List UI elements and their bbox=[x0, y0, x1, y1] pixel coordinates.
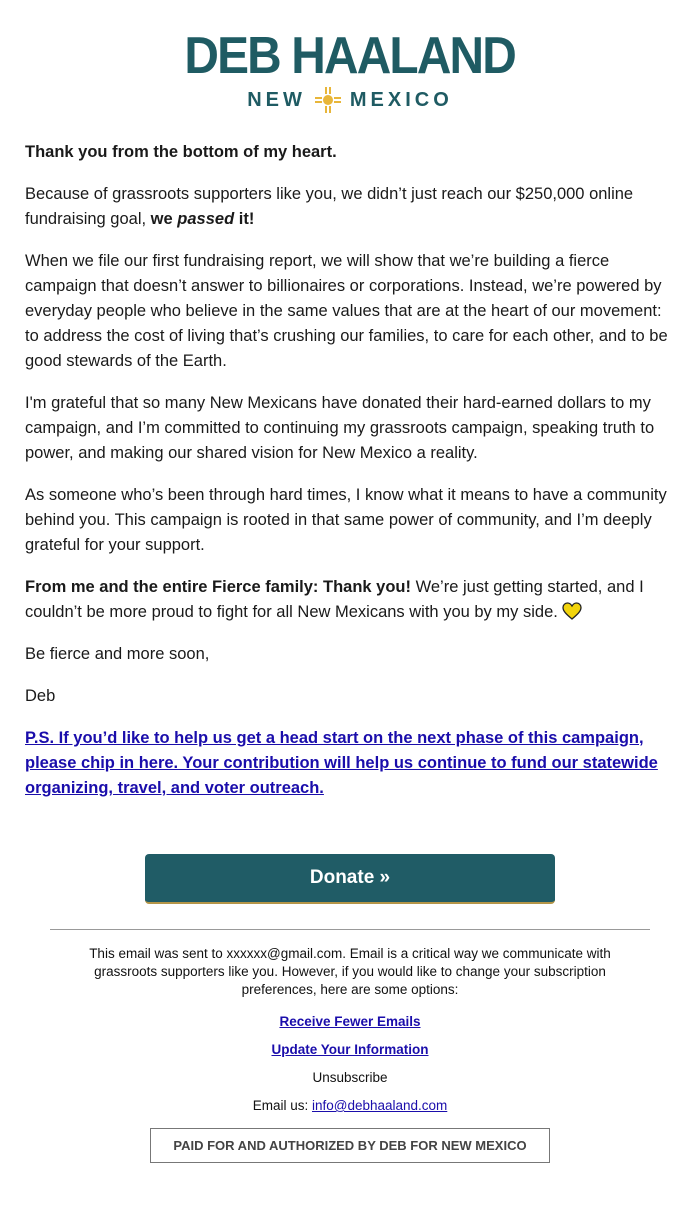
receive-fewer-emails-link[interactable]: Receive Fewer Emails bbox=[279, 1014, 421, 1029]
ps-donate-link[interactable]: P.S. If you’d like to help us get a head start on the next phase of this campaign, please chip in here. Your contribution will help us continue to fund our statewide organizing, travel, and voter outreach. bbox=[25, 729, 658, 797]
yellow-heart-icon bbox=[562, 602, 582, 620]
thanks-rest: We’re just getting started, and I couldn’t be more proud to fight for all New Mexicans with you by my side. bbox=[25, 578, 644, 621]
logo-subtitle-left: NEW bbox=[247, 88, 306, 111]
paragraph-goal bbox=[25, 182, 677, 232]
paid-for-disclaimer: PAID FOR AND AUTHORIZED BY DEB FOR NEW MEXICO bbox=[150, 1128, 550, 1163]
footer bbox=[70, 945, 630, 1115]
paragraph-report: When we file our first fundraising report, we will show that we’re building a fierce campaign that doesn’t answer to billionaires or corporations. Instead, we’re powered by everyday people who believe in the same values that are at the heart of our movement: to address the cost of living that’s crushing our families, to care for each other, and to be good stewards of the Earth. bbox=[25, 252, 668, 370]
donate-button-container bbox=[145, 854, 555, 904]
email-body bbox=[25, 140, 677, 818]
logo-subtitle bbox=[0, 86, 700, 114]
donate-button[interactable]: Donate » bbox=[145, 854, 555, 904]
logo-title: DEB HAALAND bbox=[184, 27, 516, 85]
greeting: Thank you from the bottom of my heart. bbox=[25, 143, 337, 161]
emphasis-we: we bbox=[150, 210, 178, 228]
logo-subtitle-right: MEXICO bbox=[349, 88, 453, 111]
zia-sun-icon bbox=[314, 86, 342, 114]
unsubscribe-link[interactable]: Unsubscribe bbox=[312, 1070, 388, 1085]
footer-divider bbox=[50, 929, 650, 930]
logo-header bbox=[0, 28, 700, 114]
email-us-line bbox=[70, 1097, 630, 1115]
update-information-link[interactable]: Update Your Information bbox=[271, 1042, 429, 1057]
paragraph-goal-emphasis bbox=[151, 210, 255, 228]
paragraph-thanks bbox=[25, 575, 677, 625]
footer-notice: This email was sent to xxxxxx@gmail.com. Email is a critical way we communicate with grassroots supporters like you. However, if you would like to change your subscription preferences, here are some options: bbox=[89, 946, 611, 997]
signature: Deb bbox=[25, 687, 56, 705]
email-link[interactable]: info@debhaaland.com bbox=[311, 1098, 448, 1113]
emphasis-passed: passed bbox=[177, 210, 235, 228]
paragraph-grateful: I'm grateful that so many New Mexicans have donated their hard-earned dollars to my campaign, and I’m committed to continuing my grassroots campaign, speaking truth to power, and making our shared vision for New Mexico a reality. bbox=[25, 394, 655, 462]
signoff: Be fierce and more soon, bbox=[25, 645, 210, 663]
email-us-label: Email us: bbox=[252, 1098, 312, 1113]
emphasis-it: it! bbox=[234, 210, 255, 228]
paragraph-community: As someone who’s been through hard times, I know what it means to have a community behind you. This campaign is rooted in that same power of community, and I’m deeply grateful for your support. bbox=[25, 486, 667, 554]
paragraph-goal-text: Because of grassroots supporters like you, we didn’t just reach our $250,000 online fundraising goal, bbox=[25, 185, 634, 228]
thanks-bold: From me and the entire Fierce family: Thank you! bbox=[25, 578, 412, 596]
